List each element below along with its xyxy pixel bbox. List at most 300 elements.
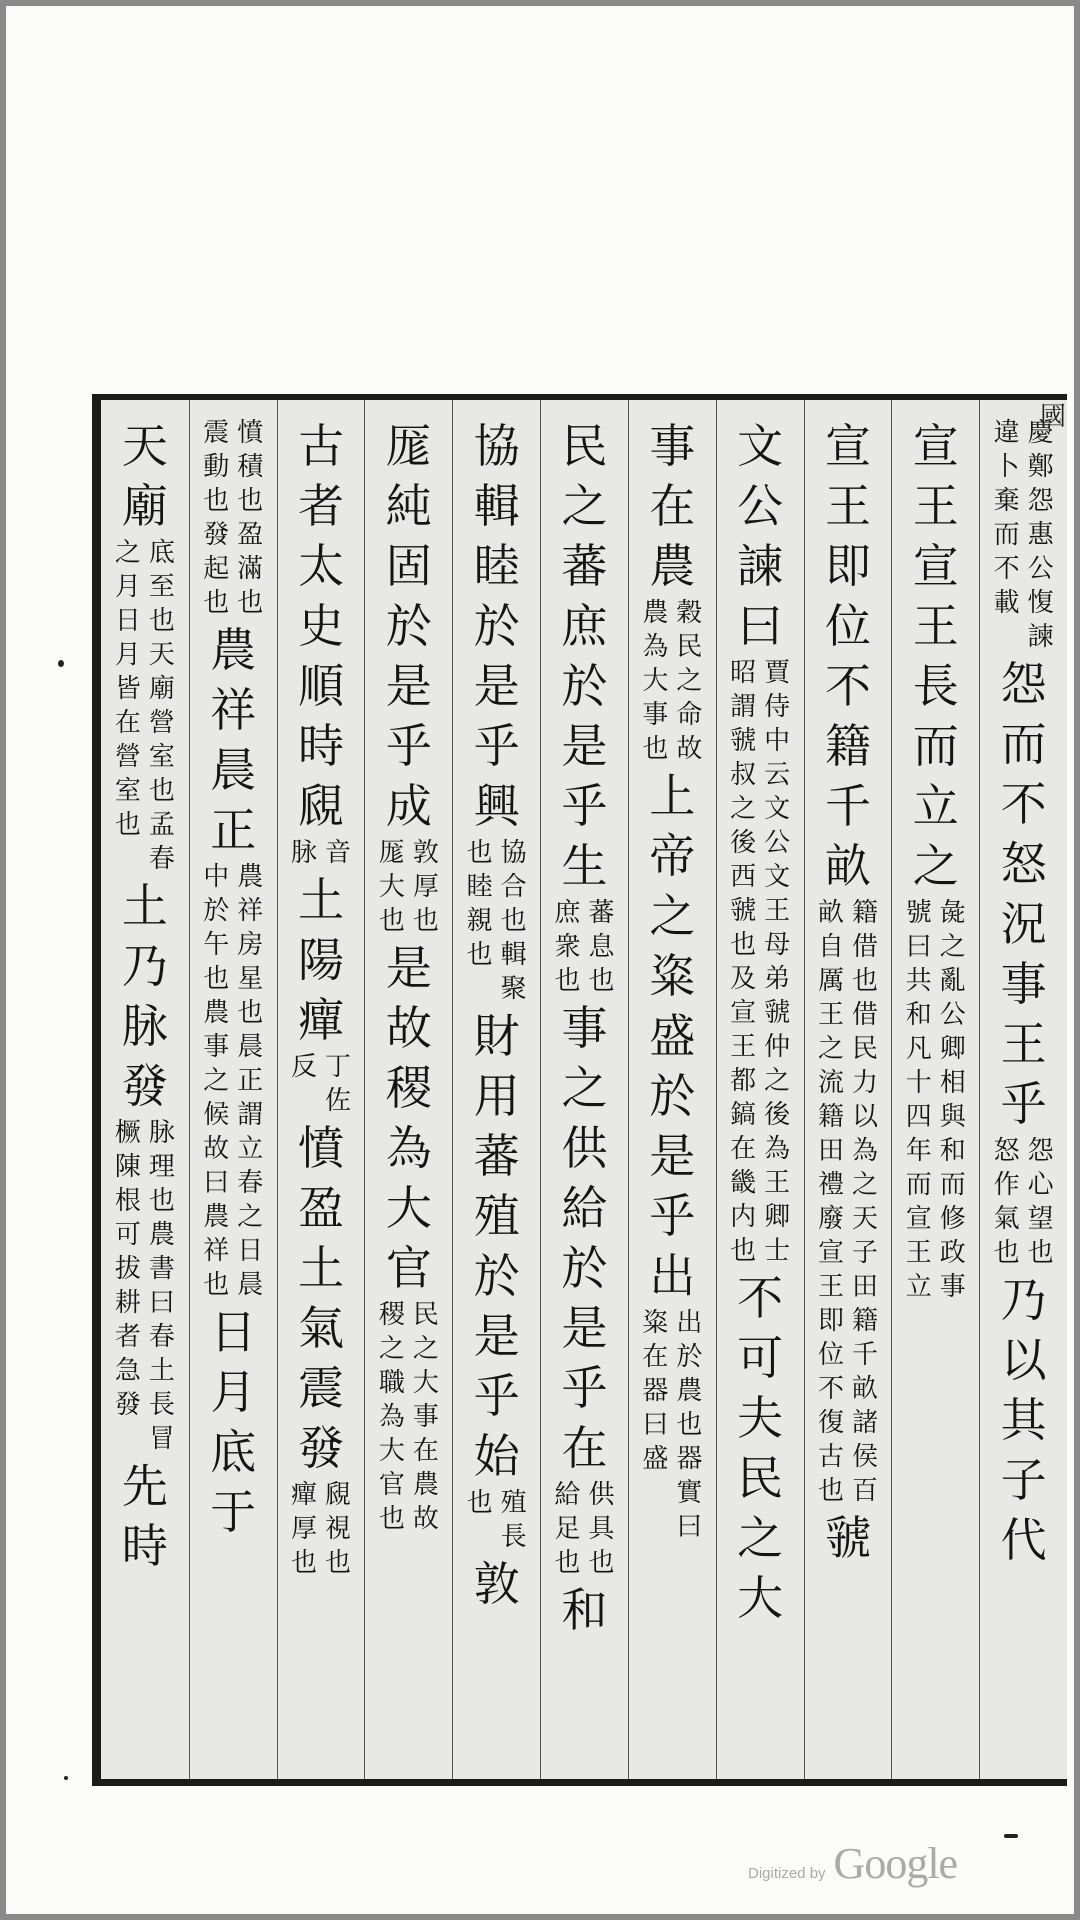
digitized-by-google-watermark: [748, 1838, 957, 1889]
commentary-character: 官: [378, 1470, 405, 1500]
commentary-character: 相: [939, 1068, 966, 1098]
main-character: 即: [824, 539, 871, 593]
main-character: 時: [121, 1519, 168, 1573]
text-column: [189, 400, 277, 1779]
main-character: 不: [737, 1271, 784, 1325]
commentary-character: 也: [203, 964, 230, 994]
commentary-character: 愎: [1027, 588, 1054, 618]
commentary-line: [497, 1486, 531, 1554]
main-character: 之: [561, 479, 608, 533]
main-character: 乎: [473, 719, 520, 773]
commentary-character: 祥: [237, 896, 264, 926]
commentary-character: 鎬: [730, 1100, 757, 1130]
commentary-character: 後: [764, 1100, 791, 1130]
commentary-character: 亂: [939, 966, 966, 996]
commentary-character: 滿: [237, 554, 264, 584]
main-character: 之: [737, 1511, 784, 1565]
commentary-character: 棄: [993, 486, 1020, 516]
commentary-character: 脉: [148, 1118, 175, 1148]
commentary-character: 望: [1027, 1204, 1054, 1234]
commentary-character: 室: [148, 742, 175, 772]
main-text-run: [730, 416, 790, 656]
commentary-character: 也: [466, 838, 493, 868]
commentary-note: [814, 896, 882, 1508]
commentary-character: 天: [148, 640, 175, 670]
commentary-character: 虢: [764, 998, 791, 1028]
commentary-character: 也: [148, 1186, 175, 1216]
commentary-character: 在: [730, 1134, 757, 1164]
commentary-character: 癉: [291, 1480, 318, 1510]
commentary-line: [638, 596, 672, 766]
commentary-character: 民: [676, 632, 703, 662]
main-character: 是: [385, 659, 432, 713]
commentary-character: 合: [500, 872, 527, 902]
commentary-line: [463, 836, 497, 1006]
main-character: 是: [561, 719, 608, 773]
commentary-line: [1024, 416, 1058, 654]
commentary-character: 給: [554, 1480, 581, 1510]
commentary-character: 底: [148, 538, 175, 568]
commentary-note: [990, 416, 1058, 654]
commentary-character: 謂: [730, 692, 757, 722]
commentary-character: 春: [148, 1322, 175, 1352]
commentary-character: 也: [148, 776, 175, 806]
commentary-character: 足: [554, 1514, 581, 1544]
main-character: 月: [210, 1365, 257, 1419]
main-character: 子: [1000, 1453, 1047, 1507]
commentary-character: 之: [114, 538, 141, 568]
commentary-line: [375, 836, 409, 938]
commentary-character: 也: [325, 1548, 352, 1578]
main-character: 之: [561, 1061, 608, 1115]
commentary-character: 宣: [905, 1204, 932, 1234]
commentary-character: 和: [939, 1136, 966, 1166]
commentary-character: 橛: [114, 1118, 141, 1148]
commentary-character: 室: [114, 776, 141, 806]
commentary-line: [638, 1306, 672, 1544]
commentary-line: [409, 836, 443, 938]
commentary-character: 也: [817, 1476, 844, 1506]
main-character: 古: [298, 419, 345, 473]
main-character: 乎: [561, 1361, 608, 1415]
commentary-character: 脉: [291, 838, 318, 868]
commentary-line: [551, 896, 585, 998]
commentary-character: 庶: [554, 898, 581, 928]
main-character: 土: [121, 879, 168, 933]
commentary-character: 曰: [905, 932, 932, 962]
commentary-character: 立: [237, 1134, 264, 1164]
commentary-character: 畿: [730, 1168, 757, 1198]
commentary-character: 都: [730, 1066, 757, 1096]
main-character: 成: [385, 779, 432, 833]
commentary-character: 凡: [905, 1034, 932, 1064]
commentary-character: 也: [237, 486, 264, 516]
commentary-line: [585, 1478, 619, 1580]
main-text-run: [642, 416, 702, 596]
commentary-character: 籍: [817, 1102, 844, 1132]
main-character: 宣: [912, 539, 959, 593]
main-character: 於: [561, 659, 608, 713]
main-character: 蕃: [473, 1129, 520, 1183]
commentary-character: 母: [764, 930, 791, 960]
commentary-character: 大: [412, 1368, 439, 1398]
main-text-run: [379, 416, 439, 836]
commentary-character: 王: [764, 1168, 791, 1198]
commentary-character: 月: [114, 640, 141, 670]
main-character: 怨: [1000, 657, 1047, 711]
commentary-character: 也: [237, 588, 264, 618]
commentary-character: 也: [554, 966, 581, 996]
commentary-character: 敦: [412, 838, 439, 868]
main-character: 之: [649, 889, 696, 943]
main-character: 和: [561, 1583, 608, 1637]
commentary-character: 祥: [203, 1236, 230, 1266]
commentary-character: 也: [466, 1488, 493, 1518]
main-character: 興: [473, 779, 520, 833]
commentary-line: [375, 1298, 409, 1536]
main-character: 千: [824, 779, 871, 833]
commentary-character: 也: [642, 734, 669, 764]
main-character: 帝: [649, 829, 696, 883]
commentary-character: 書: [148, 1254, 175, 1284]
commentary-character: 為: [764, 1134, 791, 1164]
commentary-line: [321, 1050, 355, 1118]
commentary-character: 也: [730, 1236, 757, 1266]
commentary-character: 曰: [148, 1288, 175, 1318]
main-character: 乎: [473, 1369, 520, 1423]
commentary-character: 春: [148, 844, 175, 874]
commentary-character: 也: [412, 906, 439, 936]
main-character: 始: [473, 1429, 520, 1483]
commentary-note: [990, 1134, 1058, 1270]
commentary-character: 也: [676, 1410, 703, 1440]
commentary-line: [287, 1478, 321, 1580]
commentary-character: 中: [764, 726, 791, 756]
commentary-character: 子: [851, 1238, 878, 1268]
commentary-character: 大: [642, 666, 669, 696]
commentary-character: 在: [114, 708, 141, 738]
google-wordmark: Google: [833, 1839, 958, 1888]
commentary-character: 王: [730, 1032, 757, 1062]
commentary-character: 職: [378, 1368, 405, 1398]
commentary-character: 孟: [148, 810, 175, 840]
commentary-character: 禮: [817, 1170, 844, 1200]
commentary-character: 年: [905, 1136, 932, 1166]
commentary-character: 之: [817, 1034, 844, 1064]
main-character: 官: [385, 1241, 432, 1295]
commentary-character: 仲: [764, 1032, 791, 1062]
commentary-character: 農: [412, 1470, 439, 1500]
commentary-character: 立: [905, 1272, 932, 1302]
commentary-character: 也: [378, 1504, 405, 1534]
main-text-run: [291, 416, 351, 836]
commentary-character: 急: [114, 1356, 141, 1386]
commentary-note: [463, 1486, 531, 1554]
commentary-character: 與: [939, 1102, 966, 1132]
commentary-character: 聚: [500, 974, 527, 1004]
commentary-line: [551, 1478, 585, 1580]
main-character: 晨: [210, 743, 257, 797]
commentary-character: 四: [905, 1102, 932, 1132]
commentary-character: 也: [203, 588, 230, 618]
commentary-character: 厖: [378, 838, 405, 868]
commentary-character: 古: [817, 1442, 844, 1472]
commentary-character: 也: [993, 1238, 1020, 1268]
commentary-character: 也: [588, 966, 615, 996]
commentary-character: 可: [114, 1220, 141, 1250]
main-character: 上: [649, 769, 696, 823]
commentary-character: 佐: [325, 1086, 352, 1116]
commentary-character: 曰: [203, 1168, 230, 1198]
commentary-character: 至: [148, 572, 175, 602]
commentary-character: 百: [851, 1476, 878, 1506]
commentary-character: 卿: [764, 1202, 791, 1232]
main-character: 協: [473, 419, 520, 473]
commentary-character: 反: [291, 1052, 318, 1082]
main-character: 殖: [473, 1189, 520, 1243]
commentary-character: 視: [325, 1514, 352, 1544]
main-character: 乎: [649, 1189, 696, 1243]
commentary-character: 器: [676, 1444, 703, 1474]
main-character: 廟: [121, 479, 168, 533]
commentary-character: 怒: [993, 1136, 1020, 1166]
commentary-character: 事: [642, 700, 669, 730]
main-text-run: [555, 416, 615, 896]
main-character: 大: [737, 1571, 784, 1625]
main-character: 土: [298, 1241, 345, 1295]
main-character: 供: [561, 1121, 608, 1175]
main-character: 以: [1000, 1333, 1047, 1387]
commentary-line: [672, 596, 706, 766]
commentary-character: 也: [378, 906, 405, 936]
commentary-character: 即: [817, 1306, 844, 1336]
commentary-character: 怨: [1027, 1136, 1054, 1166]
main-character: 代: [1000, 1513, 1047, 1567]
commentary-character: 事: [412, 1402, 439, 1432]
main-character: 太: [298, 539, 345, 593]
commentary-character: 輯: [500, 940, 527, 970]
main-character: 稷: [385, 1061, 432, 1115]
main-text-run: [906, 416, 966, 896]
text-column: [364, 400, 452, 1779]
commentary-character: 具: [588, 1514, 615, 1544]
commentary-character: 晨: [237, 1032, 264, 1062]
commentary-line: [409, 1298, 443, 1536]
commentary-character: 卜: [993, 452, 1020, 482]
main-character: 是: [473, 1309, 520, 1363]
main-character: 況: [1000, 897, 1047, 951]
main-text-run: [994, 654, 1054, 1134]
main-character: 公: [737, 479, 784, 533]
commentary-character: 為: [851, 1136, 878, 1166]
commentary-character: 大: [378, 872, 405, 902]
commentary-character: 虢: [730, 896, 757, 926]
commentary-character: 晨: [237, 1270, 264, 1300]
commentary-character: 千: [851, 1340, 878, 1370]
commentary-character: 為: [642, 632, 669, 662]
commentary-note: [726, 656, 794, 1268]
main-text-run: [467, 1006, 527, 1486]
commentary-character: 王: [905, 1238, 932, 1268]
commentary-character: 以: [851, 1102, 878, 1132]
book-page: [6, 6, 1074, 1914]
commentary-character: 皆: [114, 674, 141, 704]
main-character: 固: [385, 539, 432, 593]
main-character: 用: [473, 1069, 520, 1123]
commentary-character: 諸: [851, 1408, 878, 1438]
commentary-character: 協: [500, 838, 527, 868]
commentary-character: 之: [851, 1170, 878, 1200]
commentary-character: 命: [676, 700, 703, 730]
main-text-run: [203, 620, 263, 860]
main-character: 底: [210, 1425, 257, 1479]
commentary-character: 天: [851, 1204, 878, 1234]
main-character: 立: [912, 779, 959, 833]
main-character: 祥: [210, 683, 257, 737]
commentary-character: 和: [905, 1000, 932, 1030]
commentary-character: 怨: [1027, 486, 1054, 516]
commentary-line: [287, 836, 321, 870]
commentary-character: 也: [237, 998, 264, 1028]
commentary-character: 陳: [114, 1152, 141, 1182]
text-column: [716, 400, 804, 1779]
commentary-character: 冒: [148, 1424, 175, 1454]
commentary-character: 修: [939, 1204, 966, 1234]
main-character: 故: [385, 1001, 432, 1055]
commentary-character: 也: [1027, 1238, 1054, 1268]
main-character: 粢: [649, 949, 696, 1003]
commentary-character: 王: [817, 1000, 844, 1030]
commentary-character: 政: [939, 1238, 966, 1268]
commentary-character: 厚: [412, 872, 439, 902]
ink-speck: [58, 660, 64, 667]
text-column: [277, 400, 365, 1779]
main-text-run: [994, 1270, 1054, 1570]
main-character: 于: [210, 1485, 257, 1539]
commentary-character: 覛: [325, 1480, 352, 1510]
main-character: 其: [1000, 1393, 1047, 1447]
main-character: 長: [912, 659, 959, 713]
commentary-character: 供: [588, 1480, 615, 1510]
commentary-character: 午: [203, 930, 230, 960]
commentary-character: 息: [588, 932, 615, 962]
main-character: 癉: [298, 993, 345, 1047]
main-character: 史: [298, 599, 345, 653]
commentary-character: 復: [817, 1408, 844, 1438]
commentary-character: 盛: [642, 1444, 669, 1474]
commentary-line: [111, 536, 145, 876]
commentary-character: 鄭: [1027, 452, 1054, 482]
commentary-character: 作: [993, 1170, 1020, 1200]
commentary-character: 宣: [730, 998, 757, 1028]
commentary-character: 文: [764, 862, 791, 892]
commentary-character: 盈: [237, 520, 264, 550]
commentary-line: [111, 1116, 145, 1456]
commentary-character: 流: [817, 1068, 844, 1098]
main-character: 輯: [473, 479, 520, 533]
main-text-run: [115, 416, 175, 536]
commentary-character: 文: [764, 794, 791, 824]
commentary-character: 憤: [237, 418, 264, 448]
commentary-character: 之: [203, 1066, 230, 1096]
commentary-character: 穀: [676, 598, 703, 628]
main-text-run: [379, 938, 439, 1298]
commentary-character: 親: [466, 906, 493, 936]
main-character: 是: [561, 1301, 608, 1355]
commentary-line: [990, 416, 1024, 654]
main-character: 事: [561, 1001, 608, 1055]
main-text-run: [291, 870, 351, 1050]
commentary-character: 拔: [114, 1254, 141, 1284]
main-character: 敦: [473, 1557, 520, 1611]
main-character: 生: [561, 839, 608, 893]
main-character: 不: [1000, 777, 1047, 831]
commentary-character: 事: [203, 1032, 230, 1062]
main-text-run: [291, 1118, 351, 1478]
main-character: 民: [737, 1451, 784, 1505]
commentary-character: 耕: [114, 1288, 141, 1318]
commentary-character: 農: [676, 1376, 703, 1406]
commentary-character: 廟: [148, 674, 175, 704]
commentary-character: 也: [291, 1548, 318, 1578]
commentary-note: [111, 536, 179, 876]
main-character: 不: [824, 659, 871, 713]
commentary-character: 農: [203, 998, 230, 1028]
commentary-character: 蕃: [588, 898, 615, 928]
commentary-character: 者: [114, 1322, 141, 1352]
text-block: [92, 394, 1067, 1786]
commentary-character: 實: [676, 1478, 703, 1508]
commentary-character: 王: [817, 1272, 844, 1302]
margin-mark: 國: [1039, 402, 1066, 432]
commentary-character: 春: [237, 1168, 264, 1198]
main-text-run: [467, 416, 527, 836]
main-character: 王: [1000, 1017, 1047, 1071]
commentary-character: 公: [764, 828, 791, 858]
commentary-character: 心: [1027, 1170, 1054, 1200]
commentary-character: 之: [237, 1202, 264, 1232]
commentary-character: 之: [676, 666, 703, 696]
text-column: [452, 400, 540, 1779]
commentary-line: [585, 896, 619, 998]
commentary-note: [287, 1050, 355, 1118]
main-character: 曰: [737, 599, 784, 653]
commentary-character: 在: [412, 1436, 439, 1466]
commentary-character: 不: [817, 1374, 844, 1404]
commentary-character: 之: [378, 1334, 405, 1364]
text-column: [804, 400, 892, 1779]
commentary-character: 理: [148, 1152, 175, 1182]
main-character: 天: [121, 419, 168, 473]
commentary-character: 昭: [730, 658, 757, 688]
commentary-character: 弟: [764, 964, 791, 994]
commentary-character: 根: [114, 1186, 141, 1216]
commentary-character: 之: [412, 1334, 439, 1364]
main-text-run: [203, 1302, 263, 1542]
commentary-character: 内: [730, 1202, 757, 1232]
main-character: 脉: [121, 999, 168, 1053]
commentary-character: 衆: [554, 932, 581, 962]
commentary-character: 故: [203, 1134, 230, 1164]
commentary-character: 民: [851, 1034, 878, 1064]
commentary-character: 之: [764, 1066, 791, 1096]
commentary-character: 共: [905, 966, 932, 996]
ink-speck: [1004, 1834, 1018, 1838]
commentary-note: [638, 1306, 706, 1544]
commentary-character: 中: [203, 862, 230, 892]
main-text-run: [730, 1268, 790, 1628]
commentary-note: [199, 416, 267, 620]
